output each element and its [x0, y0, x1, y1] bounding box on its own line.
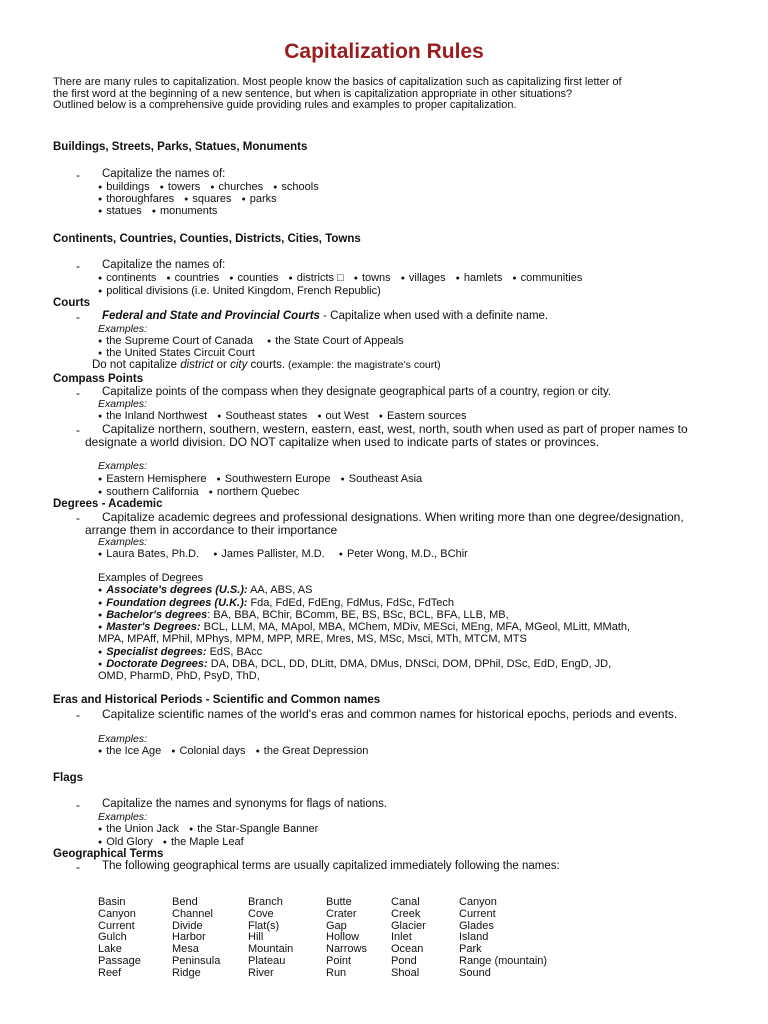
bullet-item: ● countries: [166, 272, 219, 284]
examples-label: Examples:: [98, 460, 148, 472]
bullet-item: ● the Inland Northwest: [98, 410, 207, 422]
term-cell: Peninsula: [172, 954, 221, 967]
bullet-item: ● towns: [354, 272, 391, 284]
degree-line: [98, 658, 611, 670]
term-cell: Creek: [391, 907, 421, 920]
bullet-row: [98, 823, 328, 835]
bullet-item: ● statues: [98, 205, 142, 217]
rule-text: Capitalize points of the compass when they designate geographical parts of a country, region or city.: [102, 386, 612, 398]
term-cell: Butte: [326, 896, 352, 908]
terms-table: [98, 897, 569, 980]
bullet-row: [98, 486, 309, 498]
bullet-item: ● towers: [160, 181, 201, 193]
intro-line: Outlined below is a comprehensive guide providing rules and examples to proper capitalization.: [53, 99, 517, 111]
dash: -: [76, 423, 80, 437]
dash: -: [76, 511, 80, 525]
term-cell: Bend: [172, 896, 198, 908]
term-cell: Shoal: [391, 966, 420, 979]
bullet-item: ● communities: [512, 272, 582, 284]
examples-label: Examples:: [98, 323, 148, 335]
term-cell: Passage: [98, 954, 141, 967]
bullet-item: ● villages: [401, 272, 446, 284]
section-heading-buildings: Buildings, Streets, Parks, Statues, Monuments: [53, 141, 308, 153]
bullet-item: ● Peter Wong, M.D., BChir: [339, 548, 468, 560]
term-cell: Hollow: [326, 931, 360, 944]
rule-rest: - Capitalize when used with a definite name.: [319, 310, 549, 322]
rule-text: The following geographical terms are usually capitalized immediately following the names:: [102, 860, 560, 872]
bullet-row: [98, 347, 265, 359]
note-text: courts.: [247, 359, 286, 371]
section-heading-geographical: Geographical Terms: [53, 848, 164, 860]
bullet-item: ● the Ice Age: [98, 745, 161, 757]
note-italic: city: [230, 359, 248, 371]
page-title: Capitalization Rules: [284, 40, 484, 63]
term-cell: Flat(s): [248, 919, 280, 932]
bullet-item: ● continents: [98, 272, 156, 284]
degree-values: DA, DBA, DCL, DD, DLitt, DMA, DMus, DNSci, DOM, DPhil, DSc, EdD, EngD, JD,: [207, 658, 612, 670]
dash: -: [76, 860, 80, 874]
bullet-item: ● Southeast Asia: [341, 473, 423, 485]
bullet-item: ● the Maple Leaf: [163, 836, 244, 848]
term-cell: Gulch: [98, 931, 127, 944]
term-cell: Reef: [98, 966, 122, 979]
rule-text: Capitalize scientific names of the world's eras and common names for historical epochs, periods and events.: [102, 707, 678, 721]
degree-label: ● Bachelor's degrees: [98, 609, 207, 621]
bullet-row: [98, 410, 476, 422]
terms-row: [98, 956, 569, 968]
note-text: Do not capitalize: [92, 359, 181, 371]
bullet-item: ● squares: [184, 193, 231, 205]
term-cell: Canyon: [459, 896, 497, 908]
term-cell: Divide: [172, 919, 203, 932]
term-cell: Narrows: [326, 943, 367, 956]
rule-text: Capitalize the names of:: [102, 168, 226, 180]
intro-line: There are many rules to capitalization. Most people know the basics of capitalization such as capitalizing first letter of: [53, 76, 622, 88]
bullet-row: [98, 285, 391, 297]
bullet-item: ● James Pallister, M.D.: [213, 548, 325, 560]
rule-text: [102, 310, 548, 322]
degree-values: BCL, LLM, MA, MApol, MBA, MChem, MDiv, MESci, MEng, MFA, MGeol, MLitt, MMath,: [200, 621, 631, 633]
term-cell: Plateau: [248, 954, 286, 967]
examples-label: Examples:: [98, 398, 148, 410]
term-cell: Mountain: [248, 943, 294, 956]
bullet-row: [98, 745, 378, 757]
bullet-item: ● parks: [242, 193, 277, 205]
intro-paragraph: [53, 77, 723, 112]
bullet-item: ● churches: [210, 181, 263, 193]
degree-values: AA, ABS, AS: [247, 584, 313, 596]
bullet-item: ● southern California: [98, 486, 199, 498]
term-cell: Harbor: [172, 931, 206, 944]
term-cell: Basin: [98, 896, 126, 908]
term-cell: Ocean: [391, 943, 424, 956]
bullet-item: ● the Great Depression: [256, 745, 369, 757]
degree-label: ● Master's Degrees:: [98, 621, 201, 633]
degree-values: Fda, FdEd, FdEng, FdMus, FdSc, FdTech: [247, 597, 455, 609]
bullet-item: ● Colonial days: [171, 745, 245, 757]
section-heading-continents: Continents, Countries, Counties, Districts, Cities, Towns: [53, 233, 361, 245]
bullet-item: ● northern Quebec: [209, 486, 300, 498]
note-example: (example: the magistrate’s court): [285, 359, 441, 371]
note-italic: district: [180, 359, 214, 371]
bullet-row: [98, 272, 592, 284]
term-cell: Channel: [172, 907, 213, 920]
bullet-item: ● schools: [273, 181, 319, 193]
note-text: or: [213, 359, 231, 371]
bullet-row: [98, 335, 414, 347]
terms-row: [98, 909, 569, 921]
term-cell: Branch: [248, 896, 283, 908]
geographical-terms-grid: [98, 897, 569, 980]
dash: -: [76, 259, 80, 273]
bullet-item: ● the State Court of Appeals: [267, 335, 404, 347]
bullet-item: ● Laura Bates, Ph.D.: [98, 548, 199, 560]
examples-label: Examples:: [98, 536, 148, 548]
degree-values: EdS, BAcc: [206, 646, 263, 658]
degree-values-cont: OMD, PharmD, PhD, PsyD, ThD,: [98, 670, 260, 682]
bullet-row: [98, 548, 478, 560]
courts-note: [92, 359, 441, 371]
dash: -: [76, 310, 80, 324]
degree-label: ● Associate's degrees (U.S.):: [98, 584, 248, 596]
section-heading-courts: Courts: [53, 297, 91, 309]
bullet-row: [98, 836, 254, 848]
degree-label: ● Doctorate Degrees:: [98, 658, 208, 670]
bullet-row: [98, 205, 227, 217]
term-cell: Glacier: [391, 919, 426, 932]
term-cell: Current: [98, 919, 135, 932]
degree-label: ● Foundation degrees (U.K.):: [98, 597, 247, 609]
term-cell: Crater: [326, 907, 357, 920]
rule-text: Capitalize academic degrees and professional designations. When writing more than one degree/designation, arrange them in accordance to their importance: [85, 510, 684, 537]
bullet-item: ● Old Glory: [98, 836, 153, 848]
term-cell: Island: [459, 931, 489, 944]
bullet-item: ● hamlets: [456, 272, 503, 284]
section-heading-flags: Flags: [53, 772, 84, 784]
term-cell: Inlet: [391, 931, 412, 944]
bullet-item: ● thoroughfares: [98, 193, 174, 205]
bullet-item: ● the Star-Spangle Banner: [189, 823, 318, 835]
degree-line: [98, 621, 630, 633]
bullet-item: ● the Supreme Court of Canada: [98, 335, 253, 347]
bullet-item: ● Southeast states: [217, 410, 307, 422]
term-cell: Park: [459, 943, 482, 956]
bullet-item: ● political divisions (i.e. United Kingdom, French Republic): [98, 285, 381, 297]
degrees-subtitle: Examples of Degrees: [98, 572, 204, 584]
term-cell: Mesa: [172, 943, 199, 956]
rule-text: Capitalize northern, southern, western, eastern, east, west, north, south when used as part of proper names to designate a world division. DO NOT capitalize when used to indicate parts of states or provinces.: [85, 422, 688, 449]
bullet-row: [98, 181, 329, 193]
bullet-row: [98, 193, 287, 205]
dash: -: [76, 798, 80, 812]
bullet-item: ● the United States Circuit Court: [98, 347, 255, 359]
bullet-item: ● Southwestern Europe: [217, 473, 331, 485]
term-cell: Pond: [391, 954, 417, 967]
bullet-item: ● counties: [229, 272, 278, 284]
term-cell: Canal: [391, 896, 420, 908]
term-cell: Cove: [248, 907, 274, 920]
degree-label: ● Specialist degrees:: [98, 646, 207, 658]
rule-text: Capitalize the names of:: [102, 259, 226, 271]
bullet-item: ● the Union Jack: [98, 823, 179, 835]
degree-values: : BA, BBA, BChir, BComm, BE, BS, BSc, BCL, BFA, LLB, MB,: [207, 609, 509, 621]
bullet-item: ● buildings: [98, 181, 150, 193]
term-cell: Lake: [98, 943, 122, 956]
bullet-row: [98, 473, 432, 485]
section-heading-degrees: Degrees - Academic: [53, 498, 163, 510]
term-cell: Sound: [459, 966, 491, 979]
term-cell: Gap: [326, 919, 347, 932]
dash: -: [76, 708, 80, 722]
intro-line: the first word at the beginning of a new sentence, but when is capitalization appropriate in other situations?: [53, 87, 573, 100]
degree-line: [98, 646, 262, 658]
term-cell: Hill: [248, 931, 264, 944]
dash: -: [76, 386, 80, 400]
degree-line: [98, 597, 454, 609]
degree-values-cont: MPA, MPAff, MPhil, MPhys, MPM, MPP, MRE, Mres, MS, MSc, Msci, MTh, MTCM, MTS: [98, 633, 527, 645]
bullet-item: ● Eastern Hemisphere: [98, 473, 207, 485]
term-cell: Range (mountain): [459, 954, 548, 967]
bullet-item: ● out West: [317, 410, 368, 422]
terms-row: [98, 968, 569, 980]
bullet-item: ● monuments: [152, 205, 218, 217]
section-heading-compass: Compass Points: [53, 373, 144, 385]
rule-emphasis: Federal and State and Provincial Courts: [102, 310, 320, 322]
term-cell: Ridge: [172, 966, 201, 979]
term-cell: Canyon: [98, 907, 136, 920]
dash: -: [76, 168, 80, 182]
term-cell: Point: [326, 954, 352, 967]
term-cell: River: [248, 966, 274, 979]
examples-label: Examples:: [98, 733, 148, 745]
bullet-item: ● districts □: [288, 272, 343, 284]
section-heading-eras: Eras and Historical Periods - Scientific and Common names: [53, 694, 381, 706]
term-cell: Glades: [459, 919, 494, 932]
term-cell: Run: [326, 966, 347, 979]
degree-line: [98, 584, 312, 596]
bullet-item: ● Eastern sources: [379, 410, 467, 422]
rule-text: Capitalize the names and synonyms for flags of nations.: [102, 798, 388, 810]
term-cell: Current: [459, 907, 496, 920]
examples-label: Examples:: [98, 811, 148, 823]
degree-line: [98, 609, 509, 621]
